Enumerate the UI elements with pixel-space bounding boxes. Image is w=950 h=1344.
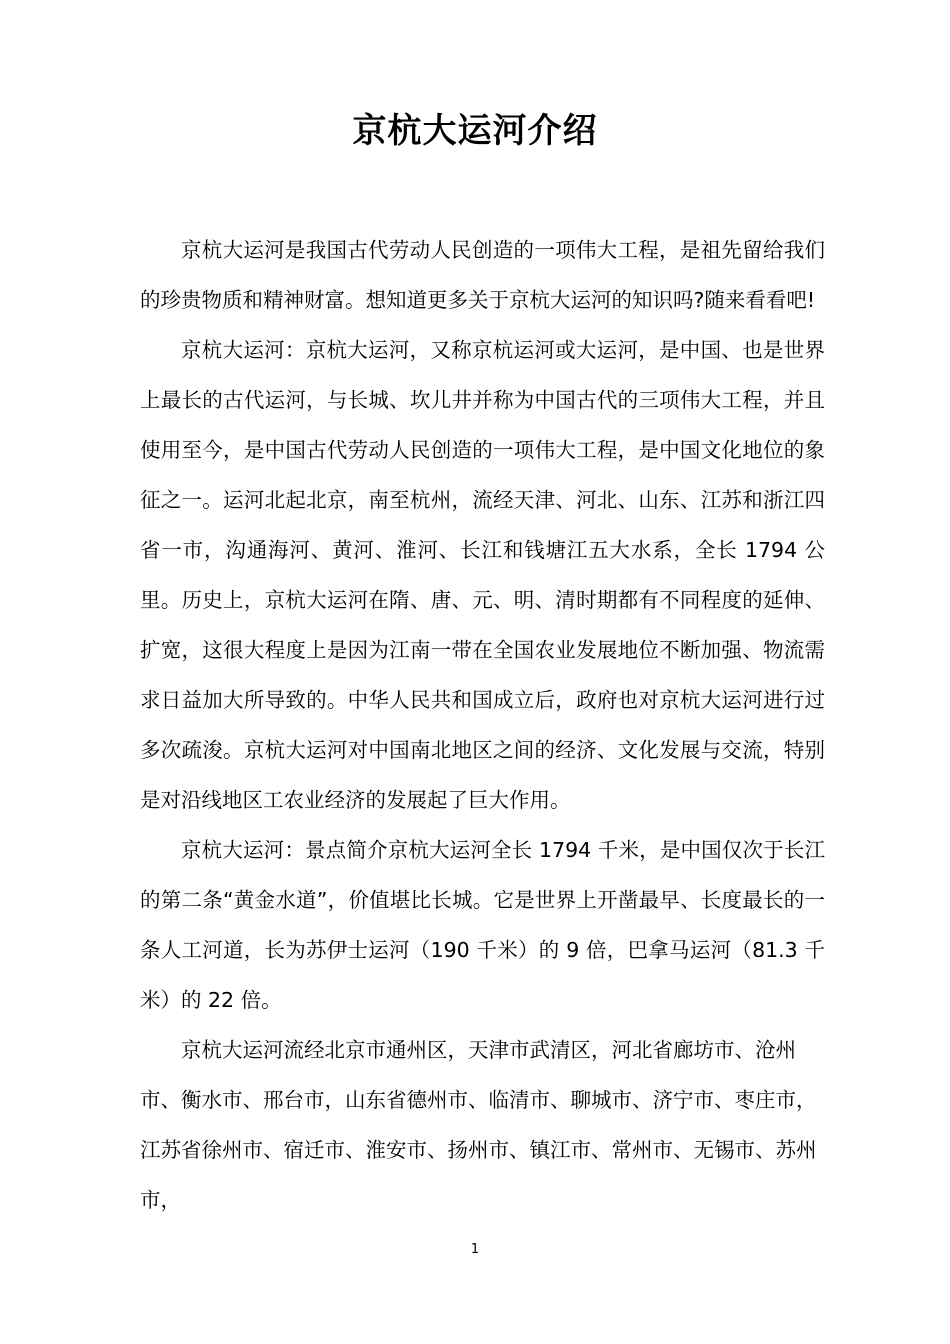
paragraph-intro: 京杭大运河是我国古代劳动人民创造的一项伟大工程，是祖先留给我们的珍贵物质和精神财富。想知道更多关于京杭大运河的知识吗?随来看看吧! — [140, 238, 825, 312]
page-number: 1 — [470, 1242, 480, 1257]
paragraph-scenic-intro: 京杭大运河：景点简介京杭大运河全长 1794 千米，是中国仅次于长江的第二条“黄金水道”，价值堪比长城。它是世界上开凿最早、长度最长的一条人工河道，长为苏伊士运河（190 千米）的 9 倍，巴拿马运河（81.3 千米）的 22 倍。 — [140, 838, 825, 1012]
document-title: 京杭大运河介绍 — [352, 111, 598, 151]
paragraph-route-cities: 京杭大运河流经北京市通州区，天津市武清区，河北省廊坊市、沧州市、衡水市、邢台市，山东省德州市、临清市、聊城市、济宁市、枣庄市，江苏省徐州市、宿迁市、淮安市、扬州市、镇江市、常州市、无锡市、苏州市， — [140, 1038, 817, 1212]
document-body — [140, 225, 825, 1225]
paragraph-overview: 京杭大运河：京杭大运河，又称京杭运河或大运河，是中国、也是世界上最长的古代运河，与长城、坎儿井并称为中国古代的三项伟大工程，并且使用至今，是中国古代劳动人民创造的一项伟大工程，是中国文化地位的象征之一。运河北起北京，南至杭州，流经天津、河北、山东、江苏和浙江四省一市，沟通海河、黄河、淮河、长江和钱塘江五大水系，全长 1794 公里。历史上，京杭大运河在隋、唐、元、明、清时期都有不同程度的延伸、扩宽，这很大程度上是因为江南一带在全国农业发展地位不断加强、物流需求日益加大所导致的。中华人民共和国成立后，政府也对京杭大运河进行过多次疏浚。京杭大运河对中国南北地区之间的经济、文化发展与交流，特别是对沿线地区工农业经济的发展起了巨大作用。 — [140, 338, 825, 812]
